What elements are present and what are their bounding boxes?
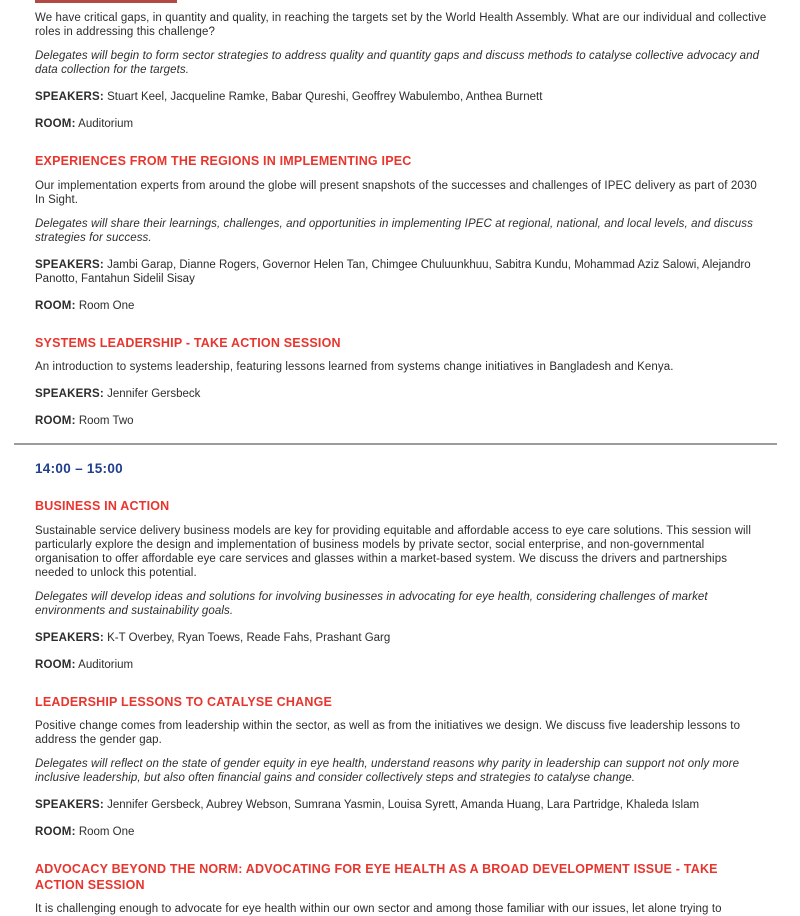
- room-line: [35, 299, 767, 313]
- session-title: SYSTEMS LEADERSHIP - TAKE ACTION SESSION: [35, 335, 341, 350]
- session-block-3: [35, 336, 767, 429]
- room-label: ROOM:: [35, 826, 76, 838]
- speakers-line: [35, 258, 767, 286]
- room-label: ROOM:: [35, 299, 76, 312]
- speakers-label: SPEAKERS:: [35, 91, 104, 103]
- room-value: Room Two: [78, 415, 134, 427]
- room-label: ROOM:: [35, 118, 76, 130]
- speakers-value: K-T Overbey, Ryan Toews, Reade Fahs, Prashant Garg: [107, 631, 391, 644]
- speakers-line: [35, 631, 767, 645]
- session-block-5: [35, 695, 767, 840]
- speakers-label: SPEAKERS:: [35, 258, 104, 271]
- delegates-note: Delegates will reflect on the state of gender equity in eye health, understand reasons why parity in leadership can support not only more inclusive leadership, but also often financial gains and consider collectively steps and strategies to catalyse change.: [35, 758, 740, 784]
- speakers-value: Jennifer Gersbeck, Aubrey Webson, Sumrana Yasmin, Louisa Syrett, Amanda Huang, Lara Partridge, Khaleda Islam: [107, 799, 700, 811]
- speakers-line: [35, 387, 767, 401]
- delegates-note: Delegates will share their learnings, challenges, and opportunities in implementing IPEC at regional, national, and local levels, and discuss strategies for success.: [35, 217, 753, 244]
- speakers-line: [35, 90, 767, 104]
- session-block-6: [35, 862, 767, 916]
- speakers-label: SPEAKERS:: [35, 799, 104, 811]
- delegates-note: Delegates will begin to form sector strategies to address quality and quantity gaps and discuss methods to catalyse collective advocacy and data collection for the targets.: [35, 50, 760, 76]
- session-title: ADVOCACY BEYOND THE NORM: ADVOCATING FOR EYE HEALTH AS A BROAD DEVELOPMENT ISSUE - TAKE ACTION SESSION: [35, 862, 718, 892]
- session-title: EXPERIENCES FROM THE REGIONS IN IMPLEMENTING IPEC: [35, 154, 412, 168]
- cut-off-heading-remnant: [35, 0, 177, 3]
- session-description: Sustainable service delivery business models are key for providing equitable and affordable access to eye care solutions. This session will particularly explore the design and implementation of business models by private sector, social enterprise, and non-governmental organisation to offer affordable eye care services and glasses within a market-based system. We discuss the drivers and partnerships needed to unlock this potential.: [35, 524, 751, 579]
- room-line: [35, 658, 767, 672]
- speakers-label: SPEAKERS:: [35, 388, 104, 400]
- session-title: LEADERSHIP LESSONS TO CATALYSE CHANGE: [35, 694, 333, 709]
- session-description: It is challenging enough to advocate for eye health within our own sector and among those familiar with our issues, let alone trying to: [35, 903, 722, 915]
- speakers-label: SPEAKERS:: [35, 631, 104, 644]
- room-value: Auditorium: [78, 118, 134, 130]
- speakers-value: Jambi Garap, Dianne Rogers, Governor Helen Tan, Chimgee Chuluunkhuu, Sabitra Kundu, Mohammad Aziz Salowi, Alejandro Panotto, Fantahun Sidelil Sisay: [35, 258, 751, 285]
- speakers-line: [35, 798, 767, 812]
- room-value: Room One: [78, 299, 135, 312]
- room-value: Auditorium: [78, 658, 134, 671]
- speakers-value: Jennifer Gersbeck: [107, 388, 201, 400]
- session-description: We have critical gaps, in quantity and quality, in reaching the targets set by the World Health Assembly. What are our individual and collective roles in addressing this challenge?: [35, 12, 767, 38]
- room-line: [35, 117, 767, 131]
- room-line: [35, 825, 767, 839]
- session-description: An introduction to systems leadership, featuring lessons learned from systems change initiatives in Bangladesh and Kenya.: [35, 361, 674, 373]
- session-title: BUSINESS IN ACTION: [35, 499, 170, 513]
- session-block-2: [35, 154, 767, 313]
- time-heading: 14:00 – 15:00: [35, 461, 123, 476]
- room-label: ROOM:: [35, 415, 76, 427]
- room-label: ROOM:: [35, 658, 76, 671]
- delegates-note: Delegates will develop ideas and solutions for involving businesses in advocating for eye health, considering challenges of market environments and sustainability goals.: [35, 590, 708, 617]
- session-description: Our implementation experts from around the globe will present snapshots of the successes and challenges of IPEC delivery as part of 2030 In Sight.: [35, 179, 757, 206]
- speakers-value: Stuart Keel, Jacqueline Ramke, Babar Qureshi, Geoffrey Wabulembo, Anthea Burnett: [107, 91, 543, 103]
- room-line: [35, 414, 767, 428]
- section-divider: [14, 443, 777, 445]
- room-value: Room One: [78, 826, 135, 838]
- session-description: Positive change comes from leadership within the sector, as well as from the initiatives we design. We discuss five leadership lessons to address the gender gap.: [35, 720, 741, 746]
- session-block-4: [35, 499, 767, 672]
- session-block-1: [35, 11, 767, 131]
